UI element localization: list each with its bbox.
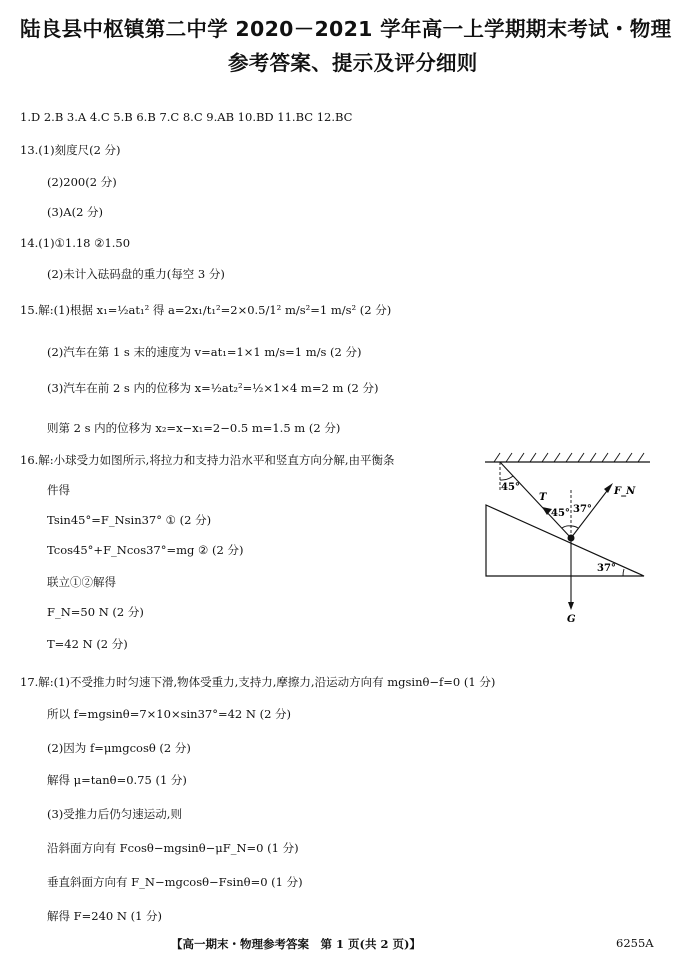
angle-45-mid: 45° <box>551 508 570 519</box>
q16-line1: 16.解:小球受力如图所示,将拉力和支持力沿水平和竖直方向分解,由平衡条 <box>20 453 395 467</box>
q16-line5: 联立①②解得 <box>47 575 116 589</box>
q13-line3: (3)A(2 分) <box>47 205 104 219</box>
q17-line7: 垂直斜面方向有 F_N−mgcosθ−Fsinθ=0 (1 分) <box>47 875 303 889</box>
q15-line3: (3)汽车在前 2 s 内的位移为 x=½at₂²=½×1×4 m=2 m (2 分) <box>47 381 379 395</box>
page-footer: 【高一期末・物理参考答案 第 1 页(共 2 页)】 <box>171 937 421 951</box>
q17-line4: 解得 μ=tanθ=0.75 (1 分) <box>47 773 187 787</box>
angle-37-mid: 37° <box>573 504 592 515</box>
doc-title-line1: 陆良县中枢镇第二中学 2020－2021 学年高一上学期期末考试・物理 <box>20 17 672 41</box>
doc-title-line2: 参考答案、提示及评分细则 <box>228 51 478 75</box>
q16-line7: T=42 N (2 分) <box>47 637 128 651</box>
label-g: G <box>567 614 576 625</box>
label-t: T <box>539 492 547 503</box>
gravity-arrowhead <box>568 602 574 610</box>
mc-answers: 1.D 2.B 3.A 4.C 5.B 6.B 7.C 8.C 9.AB 10.BD 11.BC 12.BC <box>20 110 353 124</box>
q14-line1: 14.(1)①1.18 ②1.50 <box>20 236 131 250</box>
q13-line2: (2)200(2 分) <box>47 175 117 189</box>
q17-line6: 沿斜面方向有 Fcosθ−mgsinθ−μF_N=0 (1 分) <box>47 841 299 855</box>
q17-line5: (3)受推力后仍匀速运动,则 <box>47 807 182 821</box>
normal-force-arrowhead <box>604 483 613 493</box>
q15-line2: (2)汽车在第 1 s 末的速度为 v=at₁=1×1 m/s=1 m/s (2 分) <box>47 345 362 359</box>
ball <box>568 535 575 542</box>
q16-line4: Tcos45°+F_Ncos37°=mg ② (2 分) <box>47 543 244 557</box>
force-diagram <box>480 450 655 630</box>
q17-line2: 所以 f=mgsinθ=7×10×sin37°=42 N (2 分) <box>47 707 292 721</box>
q16-line3: Tsin45°=F_Nsin37° ① (2 分) <box>47 513 212 527</box>
angle-37-bottom: 37° <box>597 563 616 574</box>
q15-line4: 则第 2 s 内的位移为 x₂=x−x₁=2−0.5 m=1.5 m (2 分) <box>47 421 341 435</box>
q13-line1: 13.(1)刻度尺(2 分) <box>20 143 121 157</box>
q17-line3: (2)因为 f=μmgcosθ (2 分) <box>47 741 191 755</box>
doc-code: 6255A <box>616 936 654 950</box>
label-fn: F_N <box>614 486 636 497</box>
q16-line2: 件得 <box>47 483 70 497</box>
q15-line1: 15.解:(1)根据 x₁=½at₁² 得 a=2x₁/t₁²=2×0.5/1² m/s²=1 m/s² (2 分) <box>20 303 392 317</box>
q17-line1: 17.解:(1)不受推力时匀速下滑,物体受重力,支持力,摩擦力,沿运动方向有 mgsinθ−f=0 (1 分) <box>20 675 496 689</box>
q14-line2: (2)未计入砝码盘的重力(每空 3 分) <box>47 267 225 281</box>
q16-line6: F_N=50 N (2 分) <box>47 605 144 619</box>
angle-45-top: 45° <box>501 482 520 493</box>
q17-line8: 解得 F=240 N (1 分) <box>47 909 163 923</box>
